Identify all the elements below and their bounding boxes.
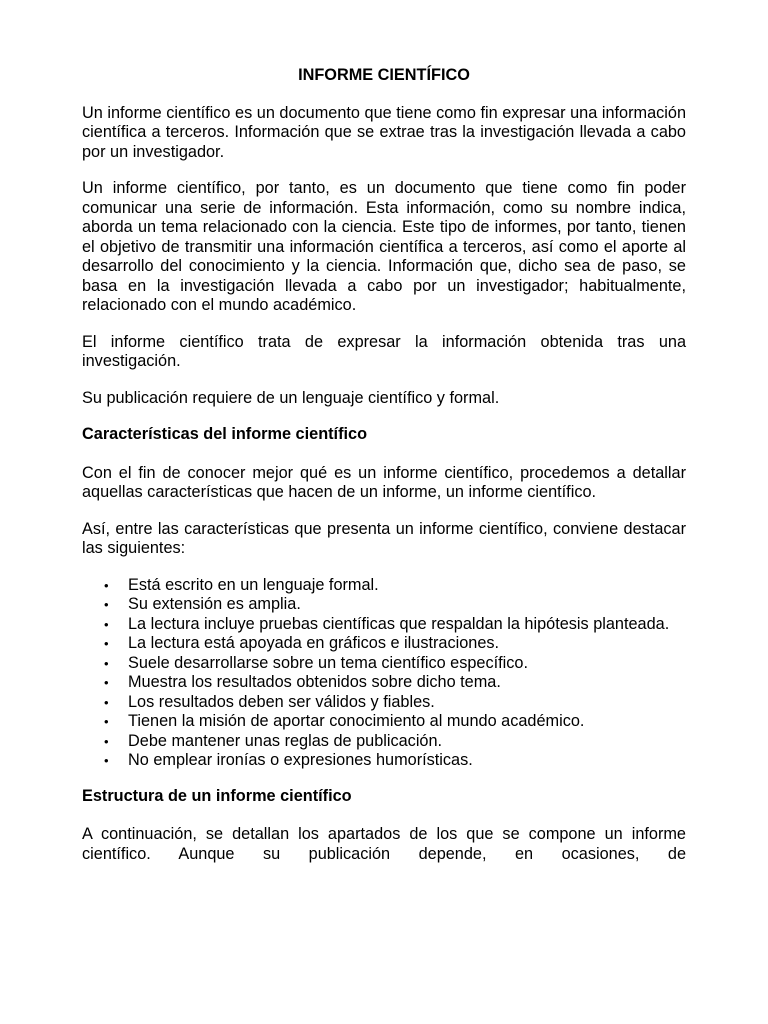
list-item bbox=[104, 692, 686, 713]
bullet-icon: • bbox=[104, 636, 109, 651]
document-title: INFORME CIENTÍFICO bbox=[298, 66, 470, 84]
list-item-text: Su extensión es amplia. bbox=[128, 595, 301, 613]
bullet-icon: • bbox=[104, 597, 109, 612]
list-item-text: Suele desarrollarse sobre un tema científico específico. bbox=[128, 653, 529, 672]
list-item-text: Debe mantener unas reglas de publicación. bbox=[128, 731, 443, 750]
list-item bbox=[104, 575, 686, 596]
list-item-text: La lectura incluye pruebas científicas que respaldan la hipótesis planteada. bbox=[128, 614, 670, 633]
list-item bbox=[104, 751, 686, 771]
list-item bbox=[104, 673, 686, 693]
bullet-icon: • bbox=[104, 753, 109, 768]
list-item-text: La lectura está apoyada en gráficos e ilustraciones. bbox=[128, 634, 500, 652]
intro-paragraph-4: Su publicación requiere de un lenguaje científico y formal. bbox=[82, 388, 500, 407]
section1-paragraph-1: Con el fin de conocer mejor qué es un informe científico, procedemos a detallar aquellas características que hacen de un informe, un informe científico. bbox=[82, 463, 686, 501]
intro-paragraph-3: El informe científico trata de expresar la información obtenida tras una investigación. bbox=[82, 332, 686, 370]
list-item-text: No emplear ironías o expresiones humorísticas. bbox=[128, 751, 473, 769]
list-item bbox=[104, 653, 686, 674]
list-item bbox=[104, 634, 686, 654]
list-item bbox=[104, 614, 686, 635]
list-item-text: Está escrito en un lenguaje formal. bbox=[128, 575, 379, 594]
list-item-text: Tienen la misión de aportar conocimiento al mundo académico. bbox=[128, 712, 585, 730]
intro-paragraph-1: Un informe científico es un documento que tiene como fin expresar una información científica a terceros. Información que se extrae tras la investigación llevada a cabo por un investigador. bbox=[82, 103, 686, 161]
list-item bbox=[104, 731, 686, 752]
list-item bbox=[104, 595, 686, 615]
bullet-icon: • bbox=[104, 733, 109, 749]
document-page bbox=[82, 66, 686, 881]
section2-paragraph-1: A continuación, se detallan los apartados de los que se compone un informe científico. Aunque su publicación depende, en ocasiones, de bbox=[82, 825, 686, 863]
section-heading-estructura: Estructura de un informe científico bbox=[82, 786, 352, 805]
bullet-icon: • bbox=[104, 675, 109, 690]
section-heading-caracteristicas: Características del informe científico bbox=[82, 425, 368, 443]
section1-paragraph-2: Así, entre las características que presenta un informe científico, conviene destacar las siguientes: bbox=[82, 519, 686, 557]
bullet-icon: • bbox=[104, 655, 109, 671]
bullet-icon: • bbox=[104, 714, 109, 729]
list-item bbox=[104, 712, 686, 732]
list-item-text: Muestra los resultados obtenidos sobre dicho tema. bbox=[128, 673, 501, 691]
bullet-icon: • bbox=[104, 616, 109, 632]
bullet-icon: • bbox=[104, 694, 109, 710]
list-item-text: Los resultados deben ser válidos y fiables. bbox=[128, 692, 435, 711]
intro-paragraph-2: Un informe científico, por tanto, es un documento que tiene como fin poder comunicar una serie de información. Esta información, como su nombre indica, aborda un tema relacionado con la ciencia. Este tipo de informes, por tanto, tienen el objetivo de transmitir una información científica a terceros, así como el aporte al desarrollo del conocimiento y la ciencia. Información que, dicho sea de paso, se basa en la investigación llevada a cabo por un investigador; habitualmente, relacionado con el mundo académico. bbox=[82, 179, 686, 314]
bullet-icon: • bbox=[104, 577, 109, 593]
characteristics-list bbox=[82, 576, 686, 771]
